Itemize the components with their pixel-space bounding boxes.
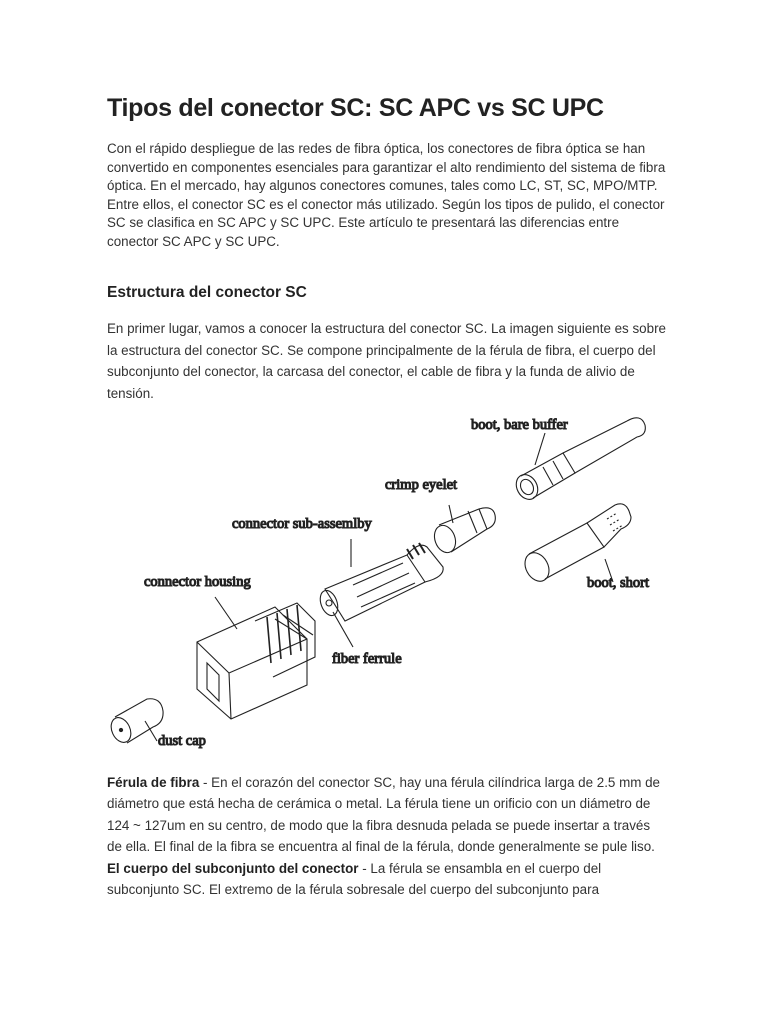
article [107, 92, 666, 898]
subassembly-text: - La férula se ensambla en el cuerpo del subconjunto SC. El extremo de la férula sobresale del cuerpo del subconjunto para [107, 860, 602, 898]
sc-connector-diagram [107, 407, 667, 752]
label-fiber-ferrule: fiber ferrule [332, 651, 402, 667]
structure-paragraph: En primer lugar, vamos a conocer la estructura del conector SC. La imagen siguiente es sobre la estructura del conector SC. Se compone principalmente de la férula de fibra, el cuerpo del subconjunto del conector, la carcasa del conector, el cable de fibra y la funda de alivio de tensión. [107, 321, 666, 401]
dust-cap-drawing [107, 699, 163, 746]
ferrule-term: Férula de fibra [107, 775, 200, 790]
label-boot-bare-buffer: boot, bare buffer [471, 417, 568, 433]
label-crimp-eyelet: crimp eyelet [385, 477, 458, 493]
subassembly-term: El cuerpo del subconjunto del conector [107, 860, 359, 876]
label-boot-short: boot, short [587, 575, 650, 591]
connector-sub-assembly-drawing [317, 543, 443, 621]
component-descriptions [107, 772, 667, 900]
label-connector-housing: connector housing [144, 574, 251, 590]
boot-short-drawing [520, 504, 631, 586]
crimp-eyelet-drawing [431, 508, 496, 556]
article-title: Tipos del conector SC: SC APC vs SC UPC [107, 94, 604, 122]
subassembly-description [107, 858, 667, 901]
ferrule-text: - En el corazón del conector SC, hay una férula cilíndrica larga de 2.5 mm de diámetro que está hecha de cerámica o metal. La férula tiene un orificio con un diámetro de 124 ~ 127um en su centro, de modo que la fibra desnuda pelada se puede insertar a través de ella. El final de la fibra se encuentra al final de la férula, donde generalmente se pule liso. [107, 775, 661, 855]
ferrule-description [107, 772, 667, 858]
intro-paragraph: Con el rápido despliegue de las redes de fibra óptica, los conectores de fibra óptica se han convertido en componentes esenciales para garantizar el alto rendimiento del sistema de fibra óptica. En el mercado, hay algunos conectores comunes, tales como LC, ST, SC, MPO/MTP. Entre ellos, el conector SC es el conector más utilizado. Según los tipos de pulido, el conector SC se clasifica en SC APC y SC UPC. Este artículo te presentará las diferencias entre conector SC APC y SC UPC. [107, 141, 666, 249]
label-connector-sub-assembly: connector sub-assemlby [232, 516, 372, 532]
connector-housing-drawing [197, 603, 315, 719]
section-heading: Estructura del conector SC [107, 284, 307, 301]
label-dust-cap: dust cap [158, 733, 206, 749]
